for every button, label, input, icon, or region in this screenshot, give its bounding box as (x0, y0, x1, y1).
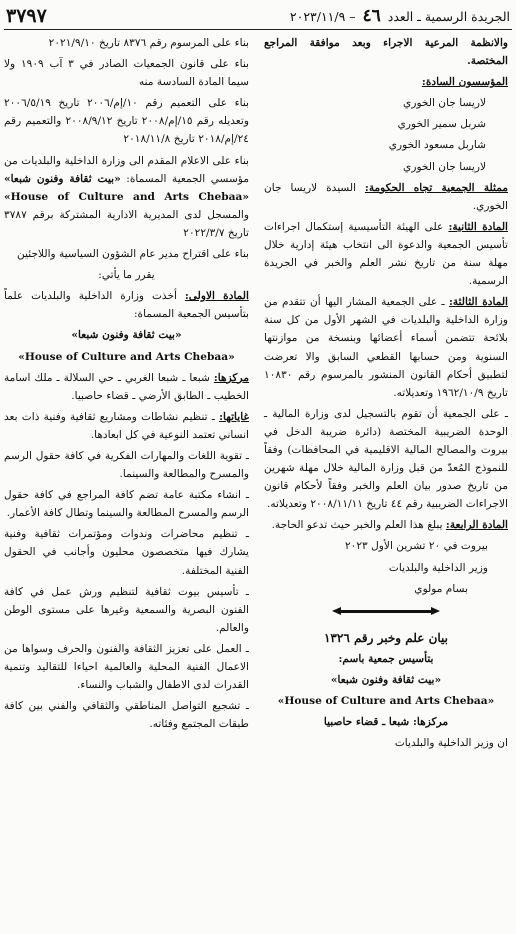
article-3: المادة الثالثة: ـ على الجمعية المشار اليها أن تتقدم من وزارة الداخلية والبلديات في الشهر الأول من كل سنة بلائحة تتضمن أسماء أعضائها وبنسخة من موازنتها السنوية ومن حسابها القطعي السابق والا تعرضت لتطبيق أحكام القانون المنشور بالمرسوم رقم ١٠٨٣٠ تاريخ ١٩٦٢/١٠/٩ وتعديلاته. (264, 296, 508, 399)
preamble-proposal: بناء على اقتراح مدير عام الشؤون السياسية واللاجئين (17, 248, 249, 261)
goal-item: ـ تقوية اللغات والمهارات الفكرية في كافة حقول الرسم والمسرح والمطالعة والسينما. (4, 449, 249, 481)
page-header (6, 4, 510, 28)
founders-heading: المؤسسون السادة: (421, 76, 508, 89)
government-representative: ممثلة الجمعية تجاه الحكومة: السيدة لاريسا جان الخوري. (264, 181, 508, 212)
header-rule (4, 29, 512, 30)
founder-name: لاريسا جان الخوري (403, 160, 486, 173)
decision-statement: يقرر ما يأتي: (98, 269, 155, 282)
signature-place-date: بيروت في ٢٠ تشرين الأول ٢٠٢٣ (344, 540, 488, 553)
signature-block (264, 537, 508, 597)
goal-item: ـ تأسيس بيوت ثقافية لتنظيم ورش عمل في كافة الفنون البصرية والسمعية وغيرها على مستوى الوطن والعالم. (4, 585, 249, 634)
article-4: المادة الرابعة: يبلغ هذا العلم والخبر حيث تدعو الحاجة. (271, 519, 508, 532)
article-1: المادة الاولى: أخذت وزارة الداخلية والبلديات علماً بتأسيس الجمعية المسماة: (4, 290, 249, 321)
notice-headquarters: مركزها: شبعا ـ قضاء حاصبيا (323, 716, 449, 729)
gazette-name: الجريدة الرسمية ـ العدد (387, 9, 510, 24)
gazette-title (290, 6, 510, 26)
goal-item: ـ تنظيم محاضرات وندوات ومؤتمرات ثقافية وفنية يشارك فيها متخصصون محليون وأجانب في الحقول الفنية المختلفة. (4, 528, 249, 577)
signature-title: وزير الداخلية والبلديات (388, 561, 488, 574)
tax-registration: ـ على الجمعية أن تقوم بالتسجيل لدى وزارة المالية ـ الوحدة الضريبية المختصة (دائرة ضريبة الدخل في بيروت والمصالح المالية الاقليمية في المحافظات) وفقاً للنموذج المُعدّ من قبل وزارة المالية خلال مهلة شهرين من تاريخ صدور بيان العلم والخبر وفقاً لأحكام قانون الاجراءات الضريبية رقم ٤٤ تاريخ ٢٠٠٨/١١/١١ وتعديلاته. (264, 407, 508, 511)
article-2: المادة الثانية: على الهيئة التأسيسية إستكمال اجراءات تأسيس الجمعية والدعوة الى انتخاب هيئة إدارية خلال مهلة سنة من تاريخ نشر العلم والخبر في الجريدة الرسمية. (264, 220, 508, 288)
signature-name: بسام مولوي (414, 582, 468, 595)
left-column (4, 34, 249, 736)
notice-subtitle: بتأسيس جمعية باسم: (338, 652, 434, 665)
preamble-law: بناء على قانون الجمعيات الصادر في ٣ آب ١٩٠٩ ولا سيما المادة السادسة منه (4, 58, 249, 89)
notice-association-name-ar: «بيت ثقافة وفنون شبعا» (330, 673, 442, 686)
association-headquarters: مركزها: شبعا ـ شبعا الغربي ـ حي السلالة ـ ملك اسامة الخطيب ـ الطابق الأرضي ـ قضاء حاصبيا. (4, 371, 249, 402)
section-divider (341, 610, 431, 613)
preamble-decree: بناء على المرسوم رقم ٨٣٧٦ تاريخ ٢٠٢١/٩/١٠ (48, 37, 249, 49)
founder-name: شاربل مسعود الخوري (388, 139, 486, 152)
association-name-en: «House of Culture and Arts Chebaa» (18, 350, 235, 363)
founder-name: شربل سمير الخوري (397, 118, 486, 131)
intro-paragraph: والانظمة المرعية الاجراء وبعد موافقة المراجع المختصة. (264, 37, 508, 68)
issue-number: ٤٦ (362, 6, 381, 26)
issue-date: – ٢٠٢٣/١١/٩ (289, 9, 356, 24)
goal-item: ـ انشاء مكتبة عامة تضم كافة المراجع في كافة حقول الرسم والمسرح المطالعة والسينما وتطال كافة الأعمار. (4, 489, 249, 520)
right-column (264, 34, 508, 755)
notice-issuer: ان وزير الداخلية والبلديات (394, 737, 508, 750)
page-number: ٣٧٩٧ (6, 5, 47, 27)
preamble-notification: بناء على الاعلام المقدم الى وزارة الداخلية والبلديات من مؤسسي الجمعية المسماة: «بيت ثقافة وفنون شبعا» «House of Culture and Arts Chebaa» والمسجل لدى المديرية الادارية المشتركة برقم ٣٧٨٧ تاريخ ٢٠٢٢/٣/٧ (4, 154, 249, 239)
notice-title: بيان علم وخبر رقم ١٣٢٦ (323, 630, 448, 645)
preamble-circular: بناء على التعميم رقم ١٠/إم/٢٠٠٦ تاريخ ٢٠٠٦/٥/١٩ وتعديله رقم ١٥/إم/٢٠٠٨ تاريخ ٢٠٠٨/٩/١٢ والتعميم رقم ٢٤/إم/٢٠١٨ تاريخ ٢٠١٨/١١/٨ (4, 97, 249, 146)
founder-name: لاريسا جان الخوري (403, 97, 486, 110)
goal-item: ـ تشجيع التواصل المناطقي والثقافي والفني بين كافة طبقات المجتمع وفئاته. (4, 700, 249, 731)
founders-list (264, 94, 508, 175)
goal-item: ـ العمل على تعزيز الثقافة والفنون والحرف وسواها من الاعمال الفنية المحلية والعالمية احياءا للتقاليد وتنمية القدرات لدى الاطفال والشباب والنساء. (4, 642, 249, 692)
association-name-ar: «بيت ثقافة وفنون شبعا» (71, 329, 182, 342)
association-goals: غاياتها: ـ تنظيم نشاطات ومشاريع ثقافية وفنية ذات بعد انساني تعتمد النوعية في كل ابعادها. (4, 410, 249, 441)
notice-association-name-en: «House of Culture and Arts Chebaa» (277, 695, 495, 707)
